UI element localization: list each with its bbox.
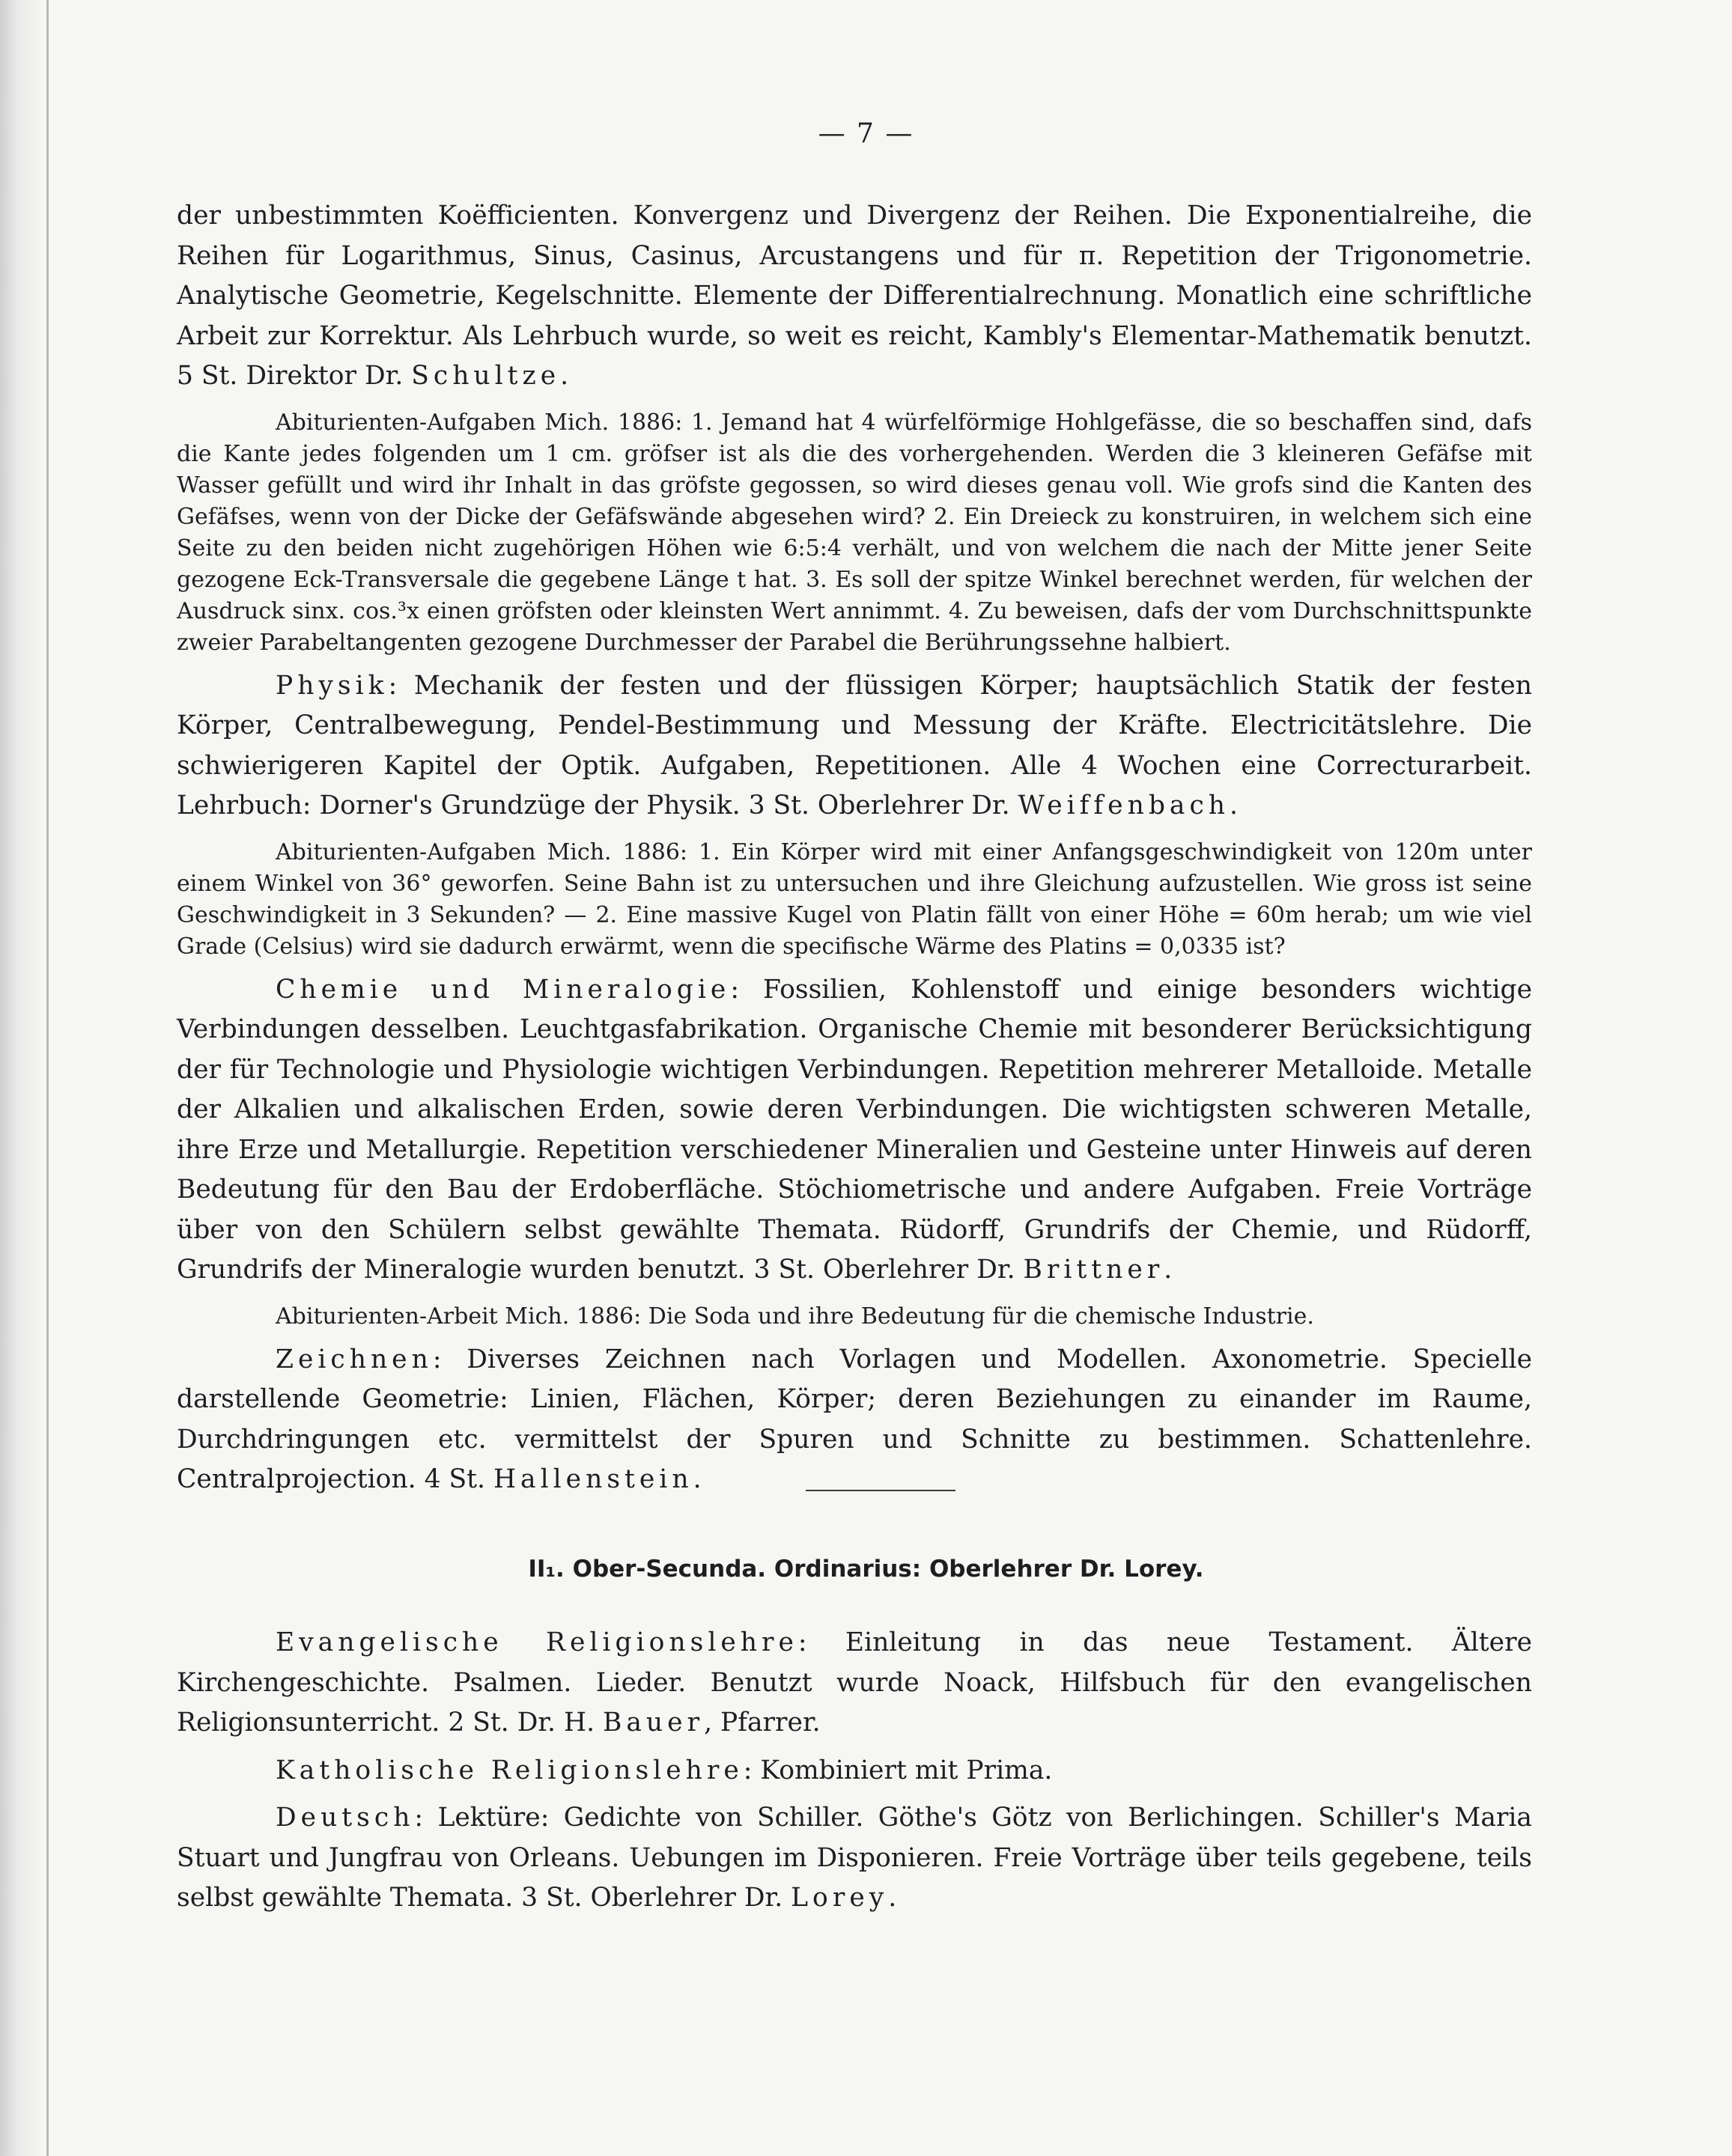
teacher-name: Weiffenbach xyxy=(1018,791,1230,820)
subject-label: Physik xyxy=(276,670,389,701)
physics-exam-tasks: Abiturienten-Aufgaben Mich. 1886: 1. Ein Körper wird mit einer Anfangsgeschwindigkeit von 120m unter einem Winkel von 36° geworfen. Seine Bahn ist zu untersuchen und ihre Gleichung aufzustellen. Wie gross ist seine Geschwindigkeit in 3 Sekunden? — 2. Eine massive Kugel von Platin fällt von einer Höhe = 60m herab; um wie viel Grade (Celsius) wird sie dadurch erwärmt, wenn die specifische Wärme des Platins = 0,0335 ist? xyxy=(177,838,1532,960)
subject-label: Chemie und Mineralogie xyxy=(276,974,731,1005)
math-exam-tasks: Abiturienten-Aufgaben Mich. 1886: 1. Jemand hat 4 würfelförmige Hohlgefässe, die so beschaffen sind, dafs die Kante jedes folgenden um 1 cm. gröfser ist als die des vorhergehenden. Werden die 3 kleineren Gefäfse mit Wasser gefüllt und wird ihr Inhalt in das gröfste gegossen, so wird dieses genau voll. Wie grofs sind die Kanten des Gefäfses, wenn von der Dicke der Gefäfswände abgesehen wird? 2. Ein Dreieck zu konstruiren, in welchem sich eine Seite zu den beiden nicht zugehörigen Höhen wie 6:5:4 verhält, und von welchem die nach der Mitte jener Seite gezogene Eck-Transversale die gegebene Länge t hat. 3. Es soll der spitze Winkel berechnet werden, für welchen der Ausdruck sinx. cos.³x einen gröfsten oder kleinsten Wert annimmt. 4. Zu beweisen, dafs der vom Durchschnittspunkte zweier Parabeltangenten gezogene Durchmesser der Parabel die Berührungssehne halbiert. xyxy=(177,409,1532,656)
subject-label: Evangelische Religionslehre xyxy=(276,1627,798,1657)
physics-paragraph: Physik: Mechanik der festen und der flüssigen Körper; hauptsächlich Statik der festen Körper, Centralbewegung, Pendel-Bestimmung und Messung der Kräfte. Electricitätslehre. Die schwierigeren Kapitel der Optik. Aufgaben, Repetitionen. Alle 4 Wochen eine Correcturarbeit. Lehrbuch: Dorner's Grundzüge der Physik. 3 St. Oberlehrer Dr. Weiffenbach. xyxy=(177,670,1532,820)
protestant-religion-paragraph: Evangelische Religionslehre: Einleitung in das neue Testament. Ältere Kirchengeschichte. Psalmen. Lieder. Benutzt wurde Noack, Hilfsbuch für den evangelischen Religionsunterricht. 2 St. Dr. H. Bauer, Pfarrer. xyxy=(177,1627,1532,1738)
drawing-paragraph: Zeichnen: Diverses Zeichnen nach Vorlagen und Modellen. Axonometrie. Specielle darstellende Geometrie: Linien, Flächen, Körper; deren Beziehungen zu einander im Raume, Durchdringungen etc. vermittelst der Spuren und Schnitte zu bestimmen. Schattenlehre. Centralprojection. 4 St. Hallenstein. xyxy=(177,1344,1532,1494)
chemistry-exam-task: Abiturienten-Arbeit Mich. 1886: Die Soda und ihre Bedeutung für die chemische Industrie. xyxy=(276,1303,1314,1330)
catholic-religion-paragraph: Katholische Religionslehre: Kombiniert mit Prima. xyxy=(276,1755,1053,1785)
subject-label: Katholische Religionslehre xyxy=(276,1755,744,1785)
mathematics-paragraph: der unbestimmten Koëfficienten. Konvergenz und Divergenz der Reihen. Die Exponentialreihe, die Reihen für Logarithmus, Sinus, Casinus, Arcustangens und für π. Repetition der Trigonometrie. Analytische Geometrie, Kegelschnitte. Elemente der Differentialrechnung. Monatlich eine schriftliche Arbeit zur Korrektur. Als Lehrbuch wurde, so weit es reicht, Kambly's Elementar-Mathematik benutzt. 5 St. Direktor Dr. Schultze. xyxy=(177,201,1532,391)
binding-edge xyxy=(46,0,49,2156)
teacher-name: Brittner xyxy=(1023,1255,1164,1285)
teacher-name: Hallenstein xyxy=(493,1464,693,1494)
teacher-name: Bauer xyxy=(603,1708,705,1738)
page-number: — 7 — xyxy=(818,118,914,149)
teacher-name: Schultze xyxy=(411,361,561,391)
subject-label: Deutsch xyxy=(276,1803,415,1833)
german-paragraph: Deutsch: Lektüre: Gedichte von Schiller. Göthe's Götz von Berlichingen. Schiller's Maria Stuart und Jungfrau von Orleans. Uebungen im Disponieren. Freie Vorträge über teils gegebene, teils selbst gewählte Themata. 3 St. Oberlehrer Dr. Lorey. xyxy=(177,1803,1532,1913)
chemistry-paragraph: Chemie und Mineralogie: Fossilien, Kohlenstoff und einige besonders wichtige Verbindungen desselben. Leuchtgasfabrikation. Organische Chemie mit besonderer Berücksichtigung der für Technologie und Physiologie wichtigen Verbindungen. Repetition mehrerer Metalloide. Metalle der Alkalien und alkalischen Erden, sowie deren Verbindungen. Die wichtigsten schweren Metalle, ihre Erze und Metallurgie. Repetition verschiedener Mineralien und Gesteine unter Hinweis auf deren Bedeutung für den Bau der Erdoberfläche. Stöchiometrische und andere Aufgaben. Freie Vorträge über von den Schülern selbst gewählte Themata. Rüdorff, Grundrifs der Chemie, und Rüdorff, Grundrifs der Mineralogie wurden benutzt. 3 St. Oberlehrer Dr. Brittner. xyxy=(177,974,1532,1285)
subject-label: Zeichnen xyxy=(276,1344,433,1374)
upper-text-block xyxy=(177,196,1532,1500)
lower-text-block xyxy=(177,1623,1532,1919)
section-divider xyxy=(806,1490,955,1491)
section-heading: II₁. Ober-Secunda. Ordinarius: Oberlehrer Dr. Lorey. xyxy=(528,1556,1204,1583)
teacher-name: Lorey xyxy=(791,1883,889,1913)
